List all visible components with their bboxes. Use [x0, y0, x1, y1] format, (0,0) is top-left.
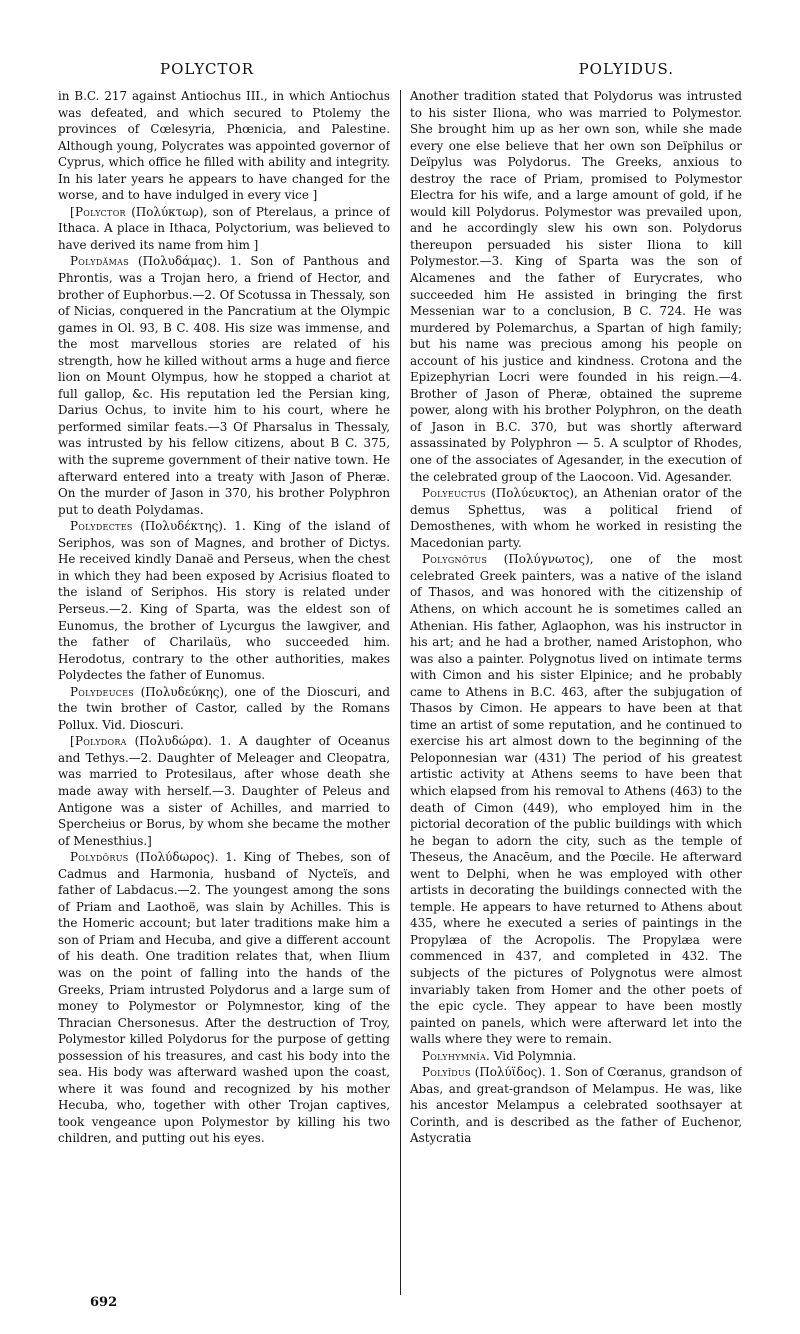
dictionary-entry — [58, 253, 390, 518]
entry-headword: [Polyctor — [70, 204, 126, 219]
entry-headword: Polyhymnĭa. — [422, 1048, 491, 1063]
entry-text: (Πολύγνωτος), one of the most celebrated Greek painters, was a native of the island of Thasos, and was honored with the citizenship of Athens, on which account he is sometimes called an Athenian. His father, Aglaophon, was his instructor in his art; and he had a brother, named Aristophon, who was also a painter. Polygnotus lived on intimate terms with Cimon and his sister Elpinice; and he probably came to Athens in B.C. 463, after the subjugation of Thasos by Cimon. He appears to have been at that time an artist of some reputation, and he continued to exercise his art almost down to the beginning of the Peloponnesian war (431) The period of his greatest artistic activity at Athens seems to have been that which elapsed from his removal to Athens (463) to the death of Cimon (449), who employed him in the pictorial decoration of the public buildings with which he began to adorn the city, such as the temple of Theseus, the Anacēum, and the Pœcile. He afterward went to Delphi, when he was employed with other artists in decorating the buildings connected with the temple. He appears to have returned to Athens about 435, where he executed a series of paintings in the Propylæa of the Acropolis. The Propylæa were commenced in 437, and completed in 432. The subjects of the pictures of Polygnotus were almost invariably taken from Homer and the other poets of the epic cycle. They appear to have been mostly painted on panels, which were afterward let into the walls where they were to remain. — [410, 552, 742, 1047]
entry-text: (Πολυδάμας). 1. Son of Panthous and Phrontis, was a Trojan hero, a friend of Hector, and brother of Euphorbus.—2. Of Scotussa in Thessaly, son of Nicias, conquered in the Pancratium at the Olympic games in Ol. 93, B C. 408. His size was immense, and the most marvellous stories are related of his strength, how he killed without arms a huge and fierce lion on Mount Olympus, how he stopped a chariot at full gallop, &c. His reputation led the Persian king, Darius Ochus, to invite him to his court, where he performed similar feats.—3 Of Pharsalus in Thessaly, was intrusted by his fellow citizens, about B C. 375, with the supreme government of their native town. He afterward entered into a treaty with Jason of Pheræ. On the murder of Jason in 370, his brother Polyphron put to death Polydamas. — [58, 254, 390, 517]
dictionary-entry — [58, 684, 390, 734]
running-head — [58, 60, 742, 78]
dictionary-entry — [410, 1064, 742, 1147]
dictionary-entry — [410, 88, 742, 485]
entry-headword: Polydōrus — [70, 850, 129, 865]
text-columns — [58, 88, 742, 1296]
entry-headword: Polyeuctus — [422, 486, 486, 501]
running-head-left: POLYCTOR — [160, 60, 255, 78]
entry-headword: Polydeuces — [70, 684, 135, 699]
entry-headword: Polydămas — [70, 254, 129, 269]
dictionary-entry — [410, 485, 742, 551]
left-column — [58, 88, 390, 1296]
dictionary-entry — [58, 518, 390, 683]
entry-headword: Polygnōtus — [422, 552, 488, 567]
dictionary-entry — [58, 88, 390, 204]
dictionary-entry — [410, 551, 742, 1047]
dictionary-entry — [410, 1048, 742, 1065]
entry-text: (Πολυδώρα). 1. A daughter of Oceanus and Tethys.—2. Daughter of Meleager and Cleopatra, was married to Protesilaus, after whose death she made away with herself.—3. Daughter of Peleus and Antigone was a sister of Achilles, and married to Spercheius or Borus, by whom she became the mother of Menesthius.] — [58, 734, 390, 848]
entry-text: Another tradition stated that Polydorus was intrusted to his sister Iliona, who was married to Polymestor. She brought him up as her own son, while she made every one else believe that her own son Deïphilus or Deïpylus was Polydorus. The Greeks, anxious to destroy the race of Priam, promised to Polymestor Electra for his wife, and a large amount of gold, if he would kill Polydorus. Polymestor was prevailed upon, and he accordingly slew his own son. Polydorus thereupon persuaded his sister Iliona to kill Polymestor.—3. King of Sparta was the son of Alcamenes and the father of Eurycrates, who succeeded him He assisted in bringing the first Messenian war to a conclusion, B C. 724. He was murdered by Polemarchus, a Spartan of high family; but his name was precious among his people on account of his justice and kindness. Crotona and the Epizephyrian Locri were founded in his reign.—4. Brother of Jason of Pheræ, obtained the supreme power, along with his brother Polyphron, on the death of Jason in B.C. 370, but was shortly afterward assassinated by Polyphron — 5. A sculptor of Rhodes, one of the associates of Agesander, in the execution of the celebrated group of the Laocoon. Vid. Agesander. — [410, 89, 742, 484]
entry-text: in B.C. 217 against Antiochus III., in which Antiochus was defeated, and which secured to Ptolemy the provinces of Cœlesyria, Phœnicia, and Palestine. Although young, Polycrates was appointed governor of Cyprus, which office he filled with ability and integrity. In his later years he appears to have changed for the worse, and to have indulged in every vice ] — [58, 89, 390, 203]
entry-headword: [Polydora — [70, 734, 127, 749]
dictionary-entry — [58, 204, 390, 254]
running-head-right: POLYIDUS. — [578, 60, 674, 78]
entry-text: (Πολυδέκτης). 1. King of the island of Seriphos, was son of Magnes, and brother of Dictys. He received kindly Danaë and Perseus, when the chest in which they had been exposed by Acrisius floated to the island of Seriphos. His story is related under Perseus.—2. King of Sparta, was the eldest son of Eunomus, the brother of Lycurgus the lawgiver, and the father of Charilaüs, who succeeded him. Herodotus, contrary to the other authorities, makes Polydectes the father of Eunomus. — [58, 519, 390, 683]
entry-text: (Πολύδωρος). 1. King of Thebes, son of Cadmus and Harmonia, husband of Nycteïs, and father of Labdacus.—2. The youngest among the sons of Priam and Laothoë, was slain by Achilles. This is the Homeric account; but later traditions make him a son of Priam and Hecuba, and give a different account of his death. One tradition relates that, when Ilium was on the point of falling into the hands of the Greeks, Priam intrusted Polydorus and a large sum of money to Polymestor or Polymnestor, king of the Thracian Chersonesus. After the destruction of Troy, Polymestor killed Polydorus for the purpose of getting possession of his treasures, and cast his body into the sea. His body was afterward washed upon the coast, where it was found and recognized by his mother Hecuba, who, together with other Trojan captives, took vengeance upon Polymestor by killing his two children, and putting out his eyes. — [58, 850, 390, 1146]
entry-text: (Πολύκτωρ), son of Pterelaus, a prince of Ithaca. A place in Ithaca, Polyctorium, was believed to have derived its name from him ] — [58, 204, 390, 252]
column-divider — [400, 90, 401, 1295]
page-number: 692 — [90, 1295, 118, 1310]
entry-text: (Πολύϊδος). 1. Son of Cœranus, grandson of Abas, and great-grandson of Melampus. He was, like his ancestor Melampus a celebrated soothsayer at Corinth, and is described as the father of Euchenor, Astycratia — [410, 1065, 742, 1146]
dictionary-entry — [58, 733, 390, 849]
entry-headword: Polyīdus — [422, 1065, 471, 1080]
entry-text: Vid Polymnia. — [490, 1048, 577, 1063]
right-column — [410, 88, 742, 1296]
dictionary-entry — [58, 849, 390, 1147]
entry-text: (Πολύευκτος), an Athenian orator of the demus Sphettus, was a political friend of Demosthenes, with whom he worked in resisting the Macedonian party. — [410, 486, 742, 550]
entry-headword: Polydectes — [70, 519, 133, 534]
entry-text: (Πολυδεύκης), one of the Dioscuri, and the twin brother of Castor, called by the Romans Pollux. Vid. Dioscuri. — [58, 684, 390, 732]
